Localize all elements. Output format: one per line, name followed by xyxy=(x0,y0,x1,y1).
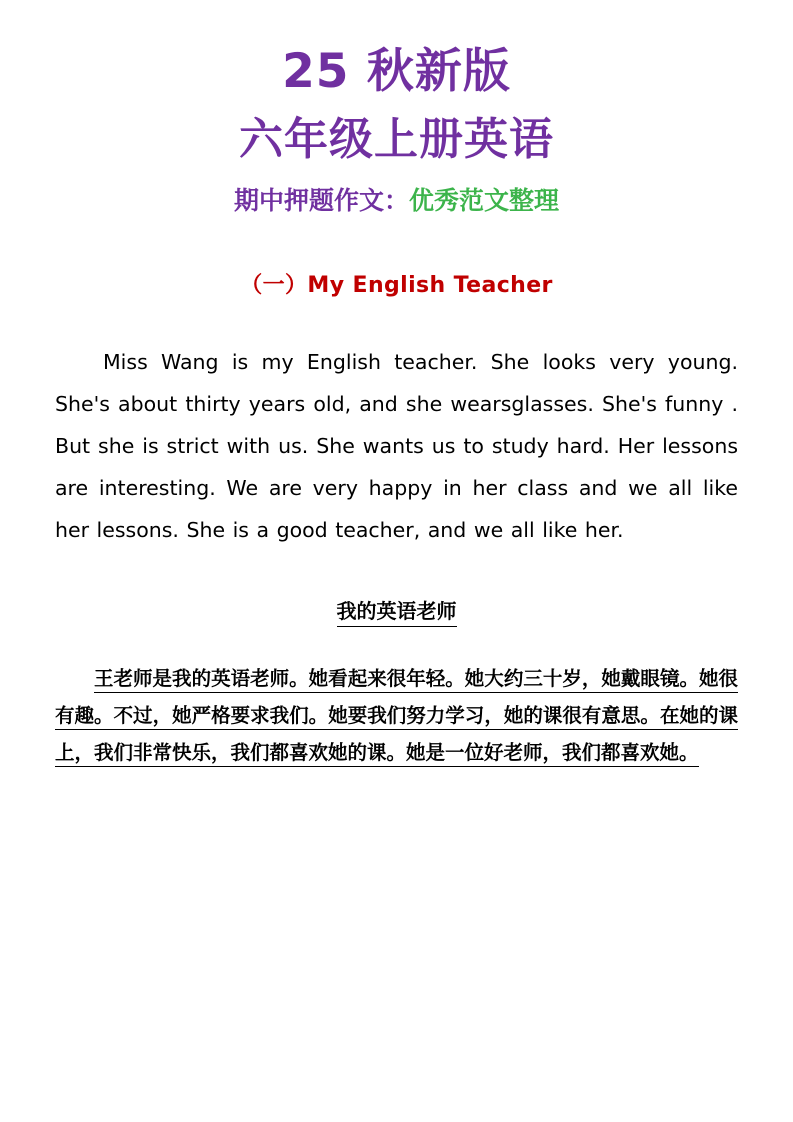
section-title: （一）My English Teacher xyxy=(240,273,553,299)
page-title-line-2: 六年级上册英语 xyxy=(239,113,554,165)
chinese-translation-text xyxy=(55,624,738,771)
page-title-line-1: 25 秋新版 xyxy=(282,44,511,99)
subtitle-value: 优秀范文整理 xyxy=(409,186,560,216)
chinese-heading xyxy=(55,551,738,624)
english-composition-text: Miss Wang is my English teacher. She looks very young. She's about thirty years old, and she wearsglasses. She's funny . But she is strict with us. She wants us to study hard. Her lessons are interesting. We are very happy in her class and we all like her lessons. She is a good teacher, and we all like her. xyxy=(55,350,738,543)
subtitle-label: 期中押题作文： xyxy=(233,186,409,216)
chinese-heading-text: 我的英语老师 xyxy=(337,599,457,627)
page-subtitle xyxy=(55,164,738,216)
chinese-translation-inner: 王老师是我的英语老师。她看起来很年轻。她大约三十岁，她戴眼镜。她很有趣。不过，她严格要求我们。她要我们努力学习，她的课很有意思。在她的课上，我们非常快乐，我们都喜欢她的课。她是一位好老师，我们都喜欢她。 xyxy=(55,667,738,767)
